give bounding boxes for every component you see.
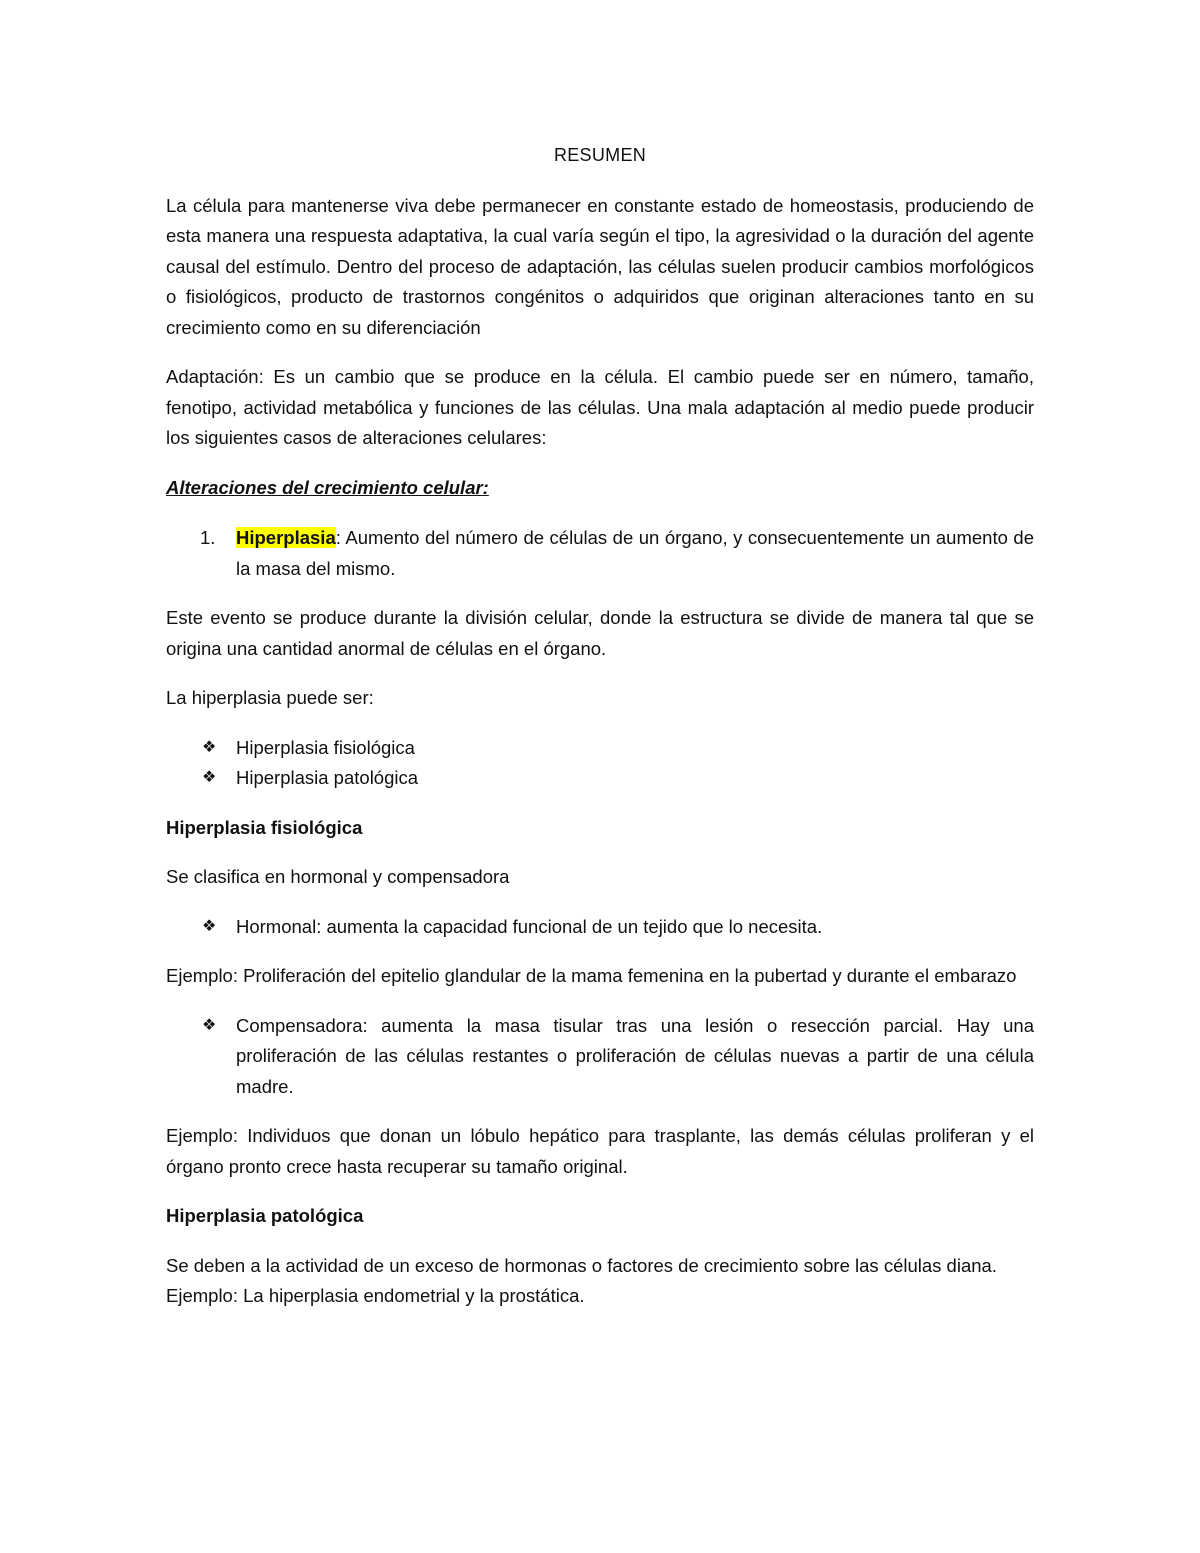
evento-paragraph: Este evento se produce durante la división celular, donde la estructura se divide de manera tal que se origina una cantidad anormal de células en el órgano. bbox=[166, 607, 1034, 659]
compensadora-list bbox=[166, 1011, 1034, 1103]
patologica-text: Se deben a la actividad de un exceso de hormonas o factores de crecimiento sobre las células diana. bbox=[166, 1254, 997, 1276]
clasifica-paragraph: Se clasifica en hormonal y compensadora bbox=[166, 866, 510, 887]
section-title: Alteraciones del crecimiento celular: bbox=[166, 476, 489, 498]
types-list bbox=[166, 733, 1034, 794]
diamond-bullet-icon: ❖ bbox=[202, 738, 217, 756]
numbered-item-hiperplasia bbox=[166, 523, 1034, 584]
patologica-paragraph bbox=[166, 1251, 1034, 1312]
list-item bbox=[166, 733, 1034, 764]
document-page bbox=[166, 140, 1034, 1312]
list-item bbox=[166, 1011, 1034, 1103]
patologica-heading: Hiperplasia patológica bbox=[166, 1205, 364, 1226]
list-item-text: Compensadora: aumenta la masa tisular tras una lesión o resección parcial. Hay una proliferación de las células restantes o proliferación de células nuevas a partir de una célula madre. bbox=[236, 1014, 1034, 1097]
hormonal-list bbox=[166, 912, 1034, 943]
patologica-ejemplo: Ejemplo: La hiperplasia endometrial y la prostática. bbox=[166, 1285, 585, 1306]
adaptacion-paragraph: Adaptación: Es un cambio que se produce en la célula. El cambio puede ser en número, tamaño, fenotipo, actividad metabólica y funciones de las células. Una mala adaptación al medio puede producir los siguientes casos de alteraciones celulares: bbox=[166, 366, 1034, 448]
diamond-bullet-icon: ❖ bbox=[202, 917, 217, 935]
list-item bbox=[166, 912, 1034, 943]
ejemplo-hormonal-paragraph: Ejemplo: Proliferación del epitelio glandular de la mama femenina en la pubertad y durante el embarazo bbox=[166, 965, 1017, 986]
list-item bbox=[166, 763, 1034, 794]
fisiologica-heading: Hiperplasia fisiológica bbox=[166, 816, 363, 838]
highlighted-term: Hiperplasia bbox=[236, 527, 336, 548]
puede-ser-paragraph: La hiperplasia puede ser: bbox=[166, 687, 374, 708]
list-item-body bbox=[236, 523, 1034, 584]
document-title: RESUMEN bbox=[553, 145, 647, 165]
list-item-text: Hiperplasia patológica bbox=[236, 767, 419, 788]
list-number: 1. bbox=[200, 527, 216, 548]
ejemplo-compensadora-paragraph: Ejemplo: Individuos que donan un lóbulo hepático para trasplante, las demás células proliferan y el órgano pronto crece hasta recuperar su tamaño original. bbox=[166, 1125, 1034, 1177]
list-item-text: Hormonal: aumenta la capacidad funcional de un tejido que lo necesita. bbox=[236, 915, 823, 937]
diamond-bullet-icon: ❖ bbox=[202, 1016, 217, 1034]
intro-paragraph: La célula para mantenerse viva debe permanecer en constante estado de homeostasis, produciendo de esta manera una respuesta adaptativa, la cual varía según el tipo, la agresividad o la duración del agente causal del estímulo. Dentro del proceso de adaptación, las células suelen producir cambios morfológicos o fisiológicos, producto de trastornos congénitos o adquiridos que originan alteraciones tanto en su crecimiento como en su diferenciación bbox=[166, 194, 1034, 338]
diamond-bullet-icon: ❖ bbox=[202, 769, 217, 786]
list-item-text: : Aumento del número de células de un órgano, y consecuentemente un aumento de la masa del mismo. bbox=[236, 527, 1034, 579]
list-item-text: Hiperplasia fisiológica bbox=[236, 736, 415, 758]
